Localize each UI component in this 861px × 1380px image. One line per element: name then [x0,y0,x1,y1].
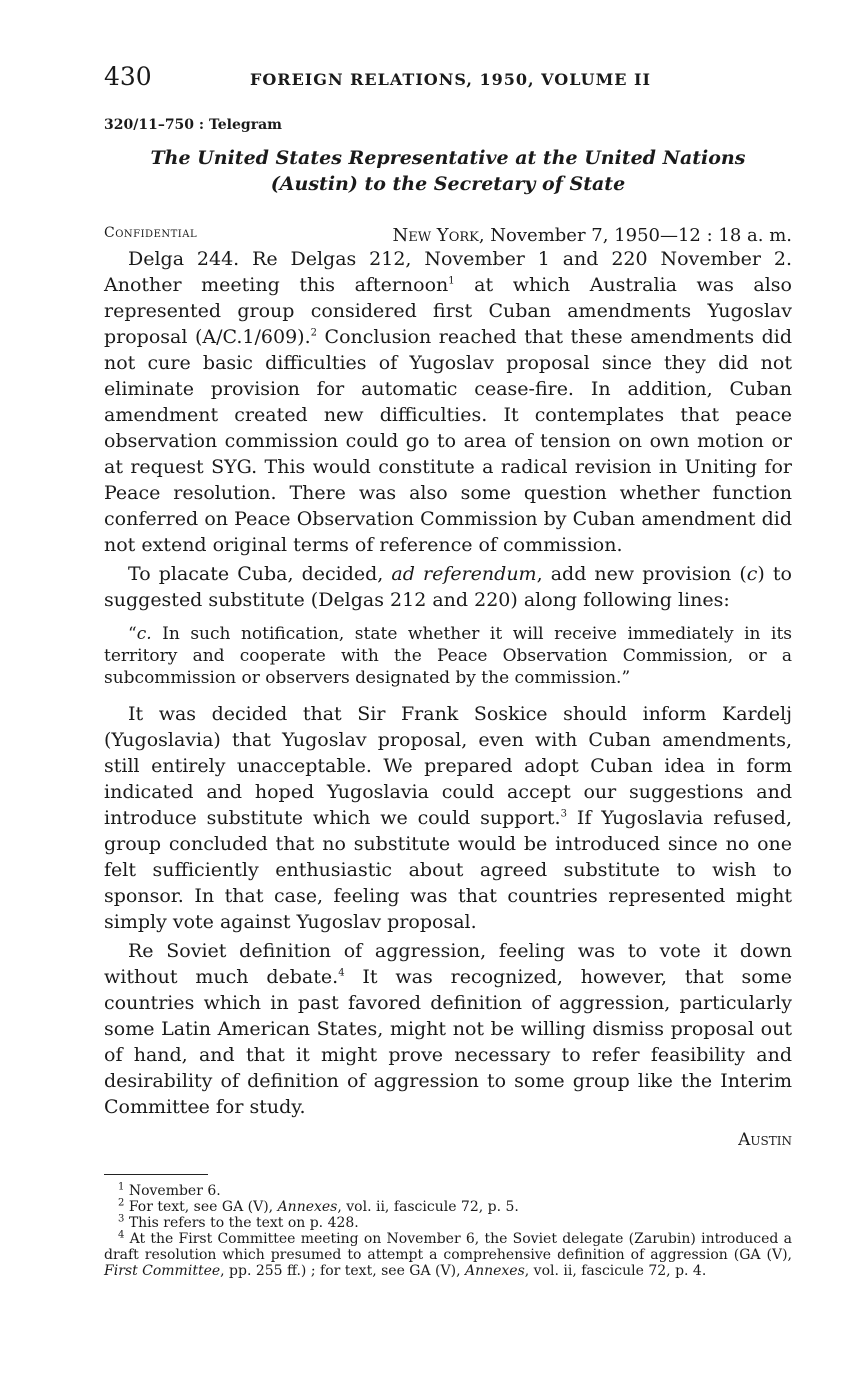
quote-italic: c. [136,624,152,644]
p2-text-1: To placate Cuba, decided, [128,563,392,585]
paragraph-3 [104,701,792,935]
footnote-text: First Committee [104,1263,221,1279]
signature: Austin [738,1130,792,1150]
p2-text-2: , add new provision ( [536,563,747,585]
footnote-text: At the First Committee meeting on November 6, the Soviet delegate (Zarubin) introduced a draft resolution which presumed to attempt a comprehensive definition of aggression (GA (V), [104,1231,792,1263]
paragraph-4 [104,938,792,1120]
footnote-marker: 3 [118,1213,125,1225]
p2-italic-1: ad referendum [391,563,537,585]
p2-italic-2: c [746,563,758,585]
classification-label: Confidential [104,225,198,241]
place: New York [392,225,479,246]
p2-text-3: ) to suggested substitute (Delgas 212 and 220) along following lines: [104,563,792,611]
footnote-1 [104,1183,792,1199]
footnote-text: , vol. ii, fascicule 72, p. 4. [524,1263,707,1279]
page-number: 430 [104,62,152,91]
footnote-4 [104,1231,792,1279]
footnote-marker: 1 [118,1181,125,1193]
document-title: The United States Representative at the United Nations (Austin) to the Secretary of State [150,147,746,195]
file-reference: 320/11–750 : Telegram [104,117,282,133]
date: , November 7, 1950—12 : 18 a. m. [478,225,792,246]
footnote-text: , pp. 255 ff.) ; for text, see GA (V), [220,1263,465,1279]
p4-text-1: Re Soviet definition of aggression, feeling was to vote it down without much debate. [104,940,792,988]
footnote-marker: 2 [118,1197,125,1209]
place-date [392,225,792,246]
running-head: FOREIGN RELATIONS, 1950, VOLUME II [250,70,652,89]
paragraph-2 [104,561,792,613]
footnote-text: For text, see GA (V), [124,1199,278,1215]
footnote-divider [104,1174,208,1175]
footnote-text: , vol. ii, fascicule 72, p. 5. [337,1199,519,1215]
footnotes [104,1183,792,1279]
p3-text-2: If Yugoslavia refused, group concluded that no substitute would be introduced since no one felt sufficiently enthusiastic about agreed substitute to wish to sponsor. In that case, feeling was that countries represented might simply vote against Yugoslav proposal. [104,807,792,933]
p1-text-1: Delga 244. Re Delgas 212, November 1 and 220 November 2. Another meeting this afternoon [104,248,792,296]
document-page [104,62,792,1279]
footnote-ref-3[interactable]: 3 [560,808,567,820]
p4-text-2: It was recognized, however, that some countries which in past favored definition of aggression, particularly some Latin American States, might not be willing dismiss proposal out of hand, and that it might prove necessary to refer feasibility and desirability of definition of aggression to some group like the Interim Committee for study. [104,966,792,1118]
footnote-text: Annexes [464,1263,525,1279]
dateline [104,225,792,246]
footnote-marker: 4 [118,1229,125,1241]
p1-text-2: at which Australia was also represented group considered first Cuban amendments Yugoslav proposal (A/C.1/609). [104,274,792,348]
telegram-body [104,246,792,1120]
paragraph-1 [104,246,792,558]
quote-text: In such notification, state whether it will receive immediately in its territory and cooperate with the Peace Observation Commission, or a subcommission or observers designated by the commission.” [104,624,792,688]
quoted-provision [104,623,792,689]
footnote-ref-1[interactable]: 1 [448,275,455,287]
p3-text-1: It was decided that Sir Frank Soskice should inform Kardelj (Yugoslavia) that Yugoslav proposal, even with Cuban amendments, still entirely unacceptable. We prepared adopt Cuban idea in form indicated and hoped Yugoslavia could accept our suggestions and introduce substitute which we could support. [104,703,792,829]
footnote-text: November 6. [124,1183,221,1199]
footnote-ref-4[interactable]: 4 [338,967,345,979]
page-header [104,62,792,102]
footnote-text: Annexes [277,1199,338,1215]
footnote-text: This refers to the text on p. 428. [124,1215,359,1231]
footnote-3 [104,1215,792,1231]
footnote-ref-2[interactable]: 2 [310,327,317,339]
footnote-2 [104,1199,792,1215]
quote-open: “ [128,624,137,644]
p1-text-3: Conclusion reached that these amendments did not cure basic difficulties of Yugoslav proposal since they did not eliminate provision for automatic cease-fire. In addition, Cuban amendment created new difficulties. It contemplates that peace observation commission could go to area of tension on own motion or at request SYG. This would constitute a radical revision in Uniting for Peace resolution. There was also some question whether function conferred on Peace Observation Commission by Cuban amendment did not extend original terms of reference of commission. [104,326,792,556]
